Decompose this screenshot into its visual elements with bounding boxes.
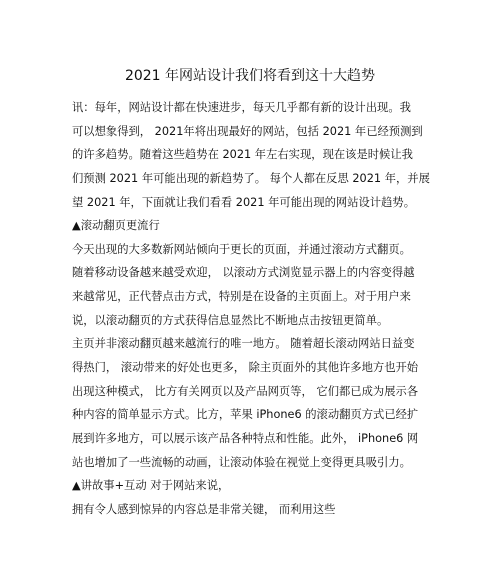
text-line: 的许多趋势。随着这些趋势在 2021 年左右实现，现在该是时候让我 <box>72 148 413 162</box>
text-line: 主页并非滚动翻页越来越流行的唯一地方。 随着超长滚动网站日益变 <box>72 337 415 351</box>
text-line: 出现这种模式， 比方有关网页以及产品网页等， 它们都已成为展示各 <box>72 384 419 398</box>
text-line: 站也增加了一些流畅的动画，让滚动体验在视觉上变得更具吸引力。 <box>72 455 411 469</box>
document-title: 2021 年网站设计我们将看到这十大趋势 <box>124 68 376 84</box>
section-heading: ▲讲故事+互动 对于网站来说， <box>72 479 230 493</box>
text-line: 们预测 2021 年可能出现的新趋势了。 每个人都在反思 2021 年，并展 <box>72 171 430 185</box>
text-line: 展到许多地方，可以展示该产品各种特点和性能。此外， iPhone6 网 <box>72 431 419 445</box>
document-body <box>72 96 492 522</box>
text-line: 随着移动设备越来越受欢迎， 以滚动方式浏览显示器上的内容变得越 <box>72 266 415 280</box>
text-line: 讯：每年，网站设计都在快速进步，每天几乎都有新的设计出现。我 <box>72 101 411 114</box>
text-line: 得热门， 滚动带来的好处也更多， 除主页面外的其他许多地方也开始 <box>72 361 419 375</box>
text-line: 说，以滚动翻页的方式获得信息显然比不断地点击按钮更简单。 <box>72 313 389 327</box>
text-line: 望 2021 年，下面就让我们看看 2021 年可能出现的网站设计趋势。 <box>72 195 415 209</box>
text-line: 种内容的简单显示方式。比方，苹果 iPhone6 的滚动翻页方式已经扩 <box>72 408 419 422</box>
text-line: 可以想象得到， 2021年将出现最好的网站，包括 2021 年已经预测到 <box>72 124 423 138</box>
text-line: 来越常见，正代替点击方式，特别是在设备的主页面上。对于用户来 <box>72 290 411 304</box>
text-line: 拥有令人感到惊异的内容总是非常关键， 而利用这些 <box>72 502 336 516</box>
section-heading: ▲滚动翻页更流行 <box>72 219 160 233</box>
text-line: 今天出现的大多数新网站倾向于更长的页面，并通过滚动方式翻页。 <box>72 242 411 256</box>
